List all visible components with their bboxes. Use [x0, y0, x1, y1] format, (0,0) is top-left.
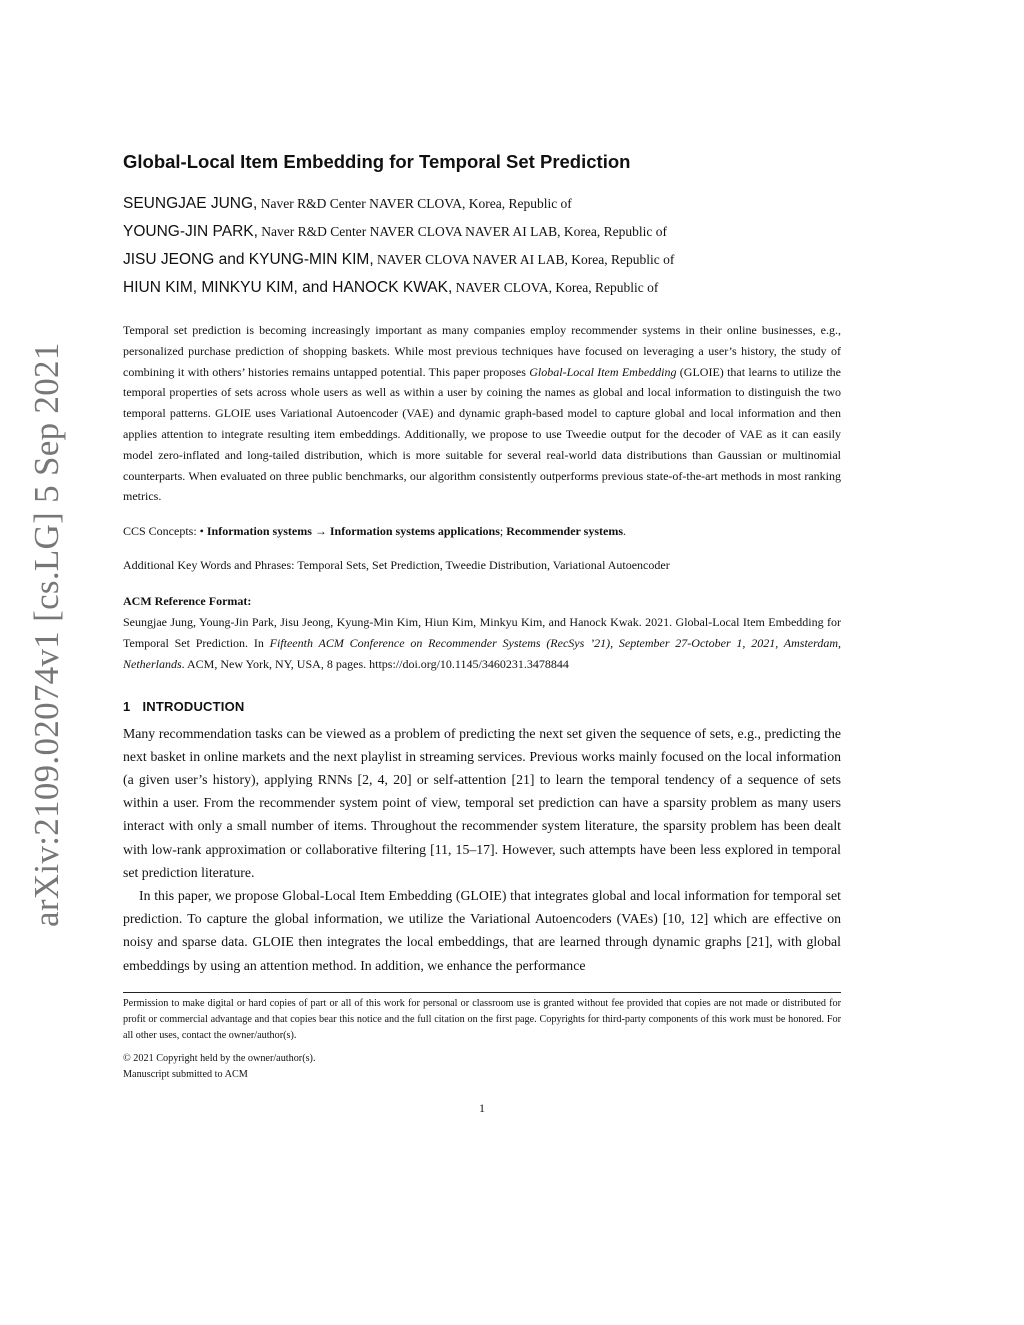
- ccs-concepts: [123, 521, 841, 541]
- keywords: Additional Key Words and Phrases: Temporal Sets, Set Prediction, Tweedie Distribution, Variational Autoencoder: [123, 558, 670, 573]
- reference-text: . ACM, New York, NY, USA, 8 pages. https://doi.org/10.1145/3460231.3478844: [181, 656, 569, 671]
- author-names: JISU JEONG and KYUNG-MIN KIM,: [123, 251, 374, 269]
- footnote-divider: [123, 992, 841, 993]
- author-affiliation: Naver R&D Center NAVER CLOVA, Korea, Republic of: [257, 196, 572, 212]
- reference-text: Seungjae Jung, Young-Jin Park, Jisu Jeong, Kyung-Min Kim, Hiun Kim, Minkyu Kim, and Hanock Kwak. 2021. Global-Local Item Embedding for Temporal Set Prediction. In: [123, 615, 841, 651]
- ccs-separator: ;: [499, 524, 507, 539]
- paper-title: Global-Local Item Embedding for Temporal Set Prediction: [123, 151, 631, 172]
- body-paragraph: In this paper, we propose Global-Local Item Embedding (GLOIE) that integrates global and local information for temporal set prediction. To capture the global information, we utilize the Variational Autoencoders (VAEs) [10, 12] which are effective on noisy and sparse data. GLOIE then integrates the local embeddings, that are learned through dynamic graphs [21], with global embeddings by using an attention method. In addition, we enhance the performance: [123, 888, 841, 973]
- paper-content: [123, 150, 841, 977]
- author-affiliation: NAVER CLOVA, Korea, Republic of: [452, 280, 659, 296]
- author-names: YOUNG-JIN PARK,: [123, 223, 258, 241]
- ccs-end: .: [623, 524, 626, 539]
- copyright-notice: © 2021 Copyright held by the owner/author(s).: [123, 1052, 316, 1064]
- ccs-concept: Information systems: [206, 524, 312, 539]
- arxiv-stamp: arXiv:2109.02074v1 [cs.LG] 5 Sep 2021: [27, 342, 66, 927]
- ccs-arrow: →: [311, 524, 330, 539]
- abstract-emphasis: Global-Local Item Embedding: [529, 364, 677, 379]
- manuscript-notice: Manuscript submitted to ACM: [123, 1068, 248, 1080]
- ccs-label: CCS Concepts: •: [123, 524, 207, 539]
- footnote-area: [123, 996, 841, 1083]
- author-affiliation: Naver R&D Center NAVER CLOVA NAVER AI LAB, Korea, Republic of: [257, 224, 668, 240]
- author-names: SEUNGJAE JUNG,: [123, 195, 258, 213]
- section-number: 1: [123, 698, 131, 714]
- ccs-concept: Recommender systems: [506, 524, 623, 539]
- page-number: 1: [479, 1101, 485, 1115]
- ccs-concept: Information systems applications: [329, 524, 500, 539]
- reference-format: [123, 612, 841, 674]
- reference-venue: Fifteenth ACM Conference on Recommender Systems (RecSys ’21), September 27-October 1, 2021, Amsterdam, Netherlands: [123, 636, 841, 671]
- section-title: INTRODUCTION: [142, 698, 245, 714]
- abstract: [123, 320, 841, 507]
- author-line: [123, 274, 841, 302]
- abstract-text: (GLOIE) that learns to utilize the temporal properties of sets across whole users as well as within a user by coining the names as global and local information to distinguish the two temporal patterns. GLOIE uses Variational Autoencoder (VAE) and dynamic graph-based model to capture global and local information and then applies attention to integrate resulting item embeddings. Additionally, we propose to use Tweedie output for the decoder of VAE as it can easily model zero-inflated and long-tailed distribution, which is more suitable for several real-world data distributions than Gaussian or multinomial counterparts. When evaluated on three public benchmarks, our algorithm consistently outperforms previous state-of-the-art methods in most ranking metrics.: [123, 364, 841, 504]
- section-heading: [123, 699, 841, 714]
- author-line: [123, 246, 841, 274]
- author-line: [123, 218, 841, 246]
- author-list: [123, 190, 841, 302]
- author-names: HIUN KIM, MINKYU KIM, and HANOCK KWAK,: [123, 279, 453, 297]
- reference-heading: ACM Reference Format:: [123, 594, 252, 609]
- author-affiliation: NAVER CLOVA NAVER AI LAB, Korea, Republic of: [373, 252, 675, 268]
- permission-notice: Permission to make digital or hard copies of part or all of this work for personal or classroom use is granted without fee provided that copies are not made or distributed for profit or commercial advantage and that copies bear this notice and the full citation on the first page. Copyrights for third-party components of this work must be honored. For all other uses, contact the owner/author(s).: [123, 998, 841, 1042]
- body-paragraph: Many recommendation tasks can be viewed as a problem of predicting the next set given the sequence of sets, e.g., predicting the next basket in online markets and the next playlist in streaming services. Previous works mainly focused on the local information (a given user’s history), applying RNNs [2, 4, 20] or self-attention [21] to learn the temporal tendency of a sequence of sets within a user. From the recommender system point of view, temporal set prediction can have a sparsity problem as many users interact with only a small number of items. Throughout the recommender system literature, the sparsity problem has been dealt with low-rank approximation or collaborative filtering [11, 15–17]. However, such attempts have been less explored in temporal set prediction literature.: [123, 725, 841, 880]
- abstract-text: Temporal set prediction is becoming increasingly important as many companies employ recommender systems in their online businesses, e.g., personalized purchase prediction of shopping baskets. While most previous techniques have focused on leveraging a user’s history, the study of combining it with others’ histories remains untapped potential. This paper proposes: [123, 323, 841, 379]
- author-line: [123, 190, 841, 218]
